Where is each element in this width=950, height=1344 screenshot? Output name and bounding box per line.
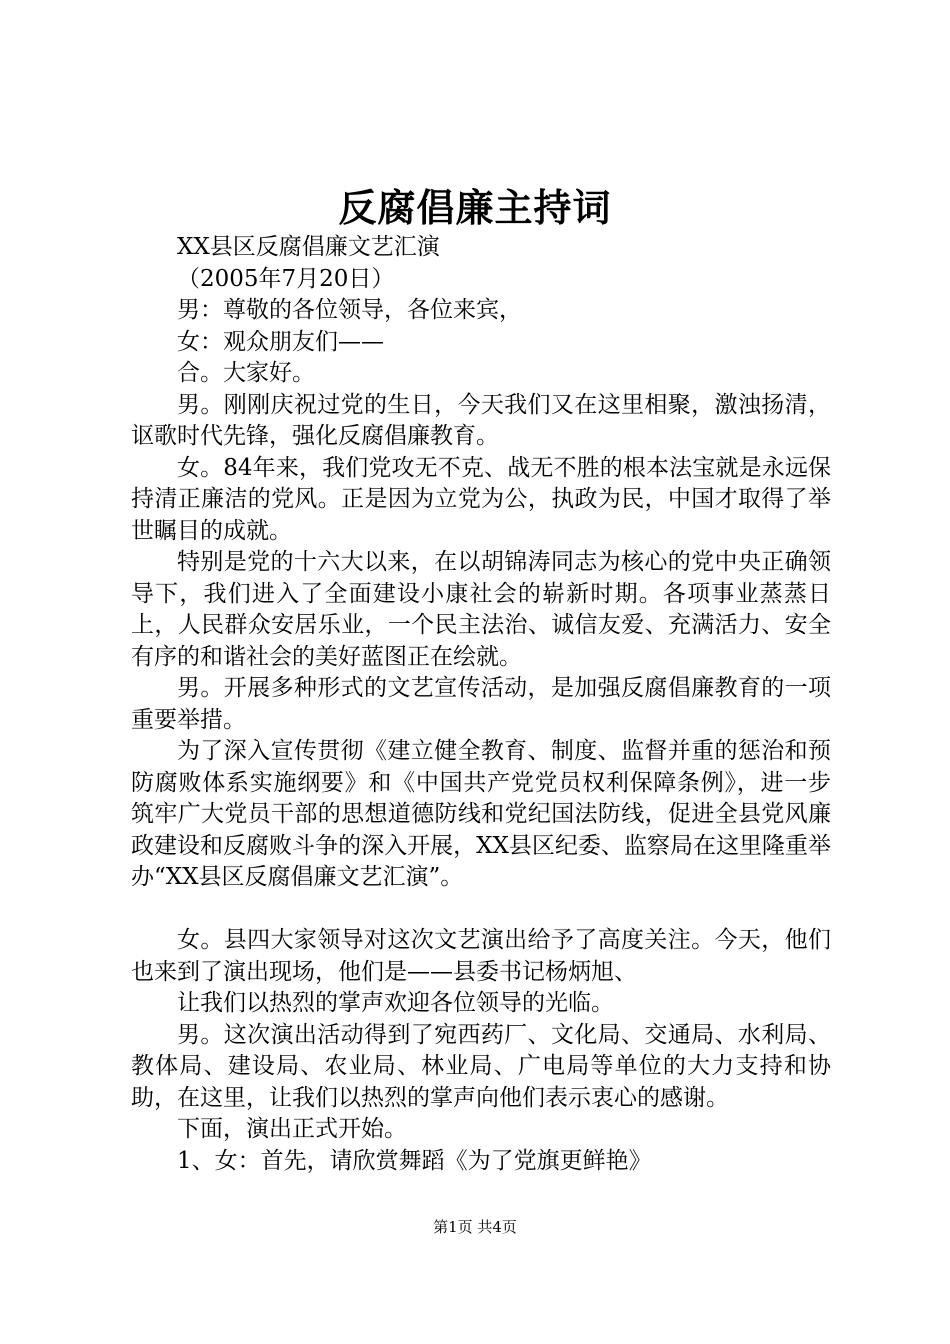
paragraph: 男。刚刚庆祝过党的生日，今天我们又在这里相聚，激浊扬清，讴歌时代先锋，强化反腐倡廉教育。 bbox=[131, 391, 831, 449]
paragraph: 合。大家好。 bbox=[177, 360, 315, 386]
paragraph: 男：尊敬的各位领导，各位来宾， bbox=[177, 297, 522, 323]
paragraph: 男。开展多种形式的文艺宣传活动，是加强反腐倡廉教育的一项重要举措。 bbox=[131, 675, 831, 733]
paragraph: 男。这次演出活动得到了宛西药厂、文化局、交通局、水利局、教体局、建设局、农业局、林业局、广电局等单位的大力支持和协助，在这里，让我们以热烈的掌声向他们表示衷心的感谢。 bbox=[131, 1021, 831, 1111]
paragraph: 让我们以热烈的掌声欢迎各位领导的光临。 bbox=[177, 990, 614, 1016]
paragraph: 特别是党的十六大以来，在以胡锦涛同志为核心的党中央正确领导下，我们进入了全面建设小康社会的崭新时期。各项事业蒸蒸日上，人民群众安居乐业，一个民主法治、诚信友爱、充满活力、安全有序的和谐社会的美好蓝图正在绘就。 bbox=[131, 549, 831, 670]
paragraph-spacer bbox=[131, 894, 831, 926]
paragraph-event-date: （2005年7月20日） bbox=[177, 265, 395, 292]
paragraph: 女。县四大家领导对这次文艺演出给予了高度关注。今天，他们也来到了演出现场，他们是——县委书记杨炳旭、 bbox=[131, 927, 831, 985]
paragraph-event-name: XX县区反腐倡廉文艺汇演 bbox=[177, 234, 440, 260]
page-number-footer: 第1页 共4页 bbox=[433, 1218, 517, 1236]
document-body bbox=[131, 232, 831, 1177]
paragraph: 为了深入宣传贯彻《建立健全教育、制度、监督并重的惩治和预防腐败体系实施纲要》和《中国共产党党员权利保障条例》，进一步筑牢广大党员干部的思想道德防线和党纪国法防线，促进全县党风廉政建设和反腐败斗争的深入开展，XX县区纪委、监察局在这里隆重举办“XX县区反腐倡廉文艺汇演”。 bbox=[131, 738, 831, 890]
document-title: 反腐倡廉主持词 bbox=[338, 186, 612, 230]
paragraph: 女。84年来，我们党攻无不克、战无不胜的根本法宝就是永远保持清正廉洁的党风。正是因为立党为公，执政为民，中国才取得了举世瞩目的成就。 bbox=[131, 454, 831, 544]
paragraph: 女：观众朋友们—— bbox=[177, 328, 384, 355]
paragraph: 1、女：首先，请欣赏舞蹈《为了党旗更鲜艳》 bbox=[177, 1147, 652, 1174]
paragraph: 下面，演出正式开始。 bbox=[177, 1116, 407, 1142]
